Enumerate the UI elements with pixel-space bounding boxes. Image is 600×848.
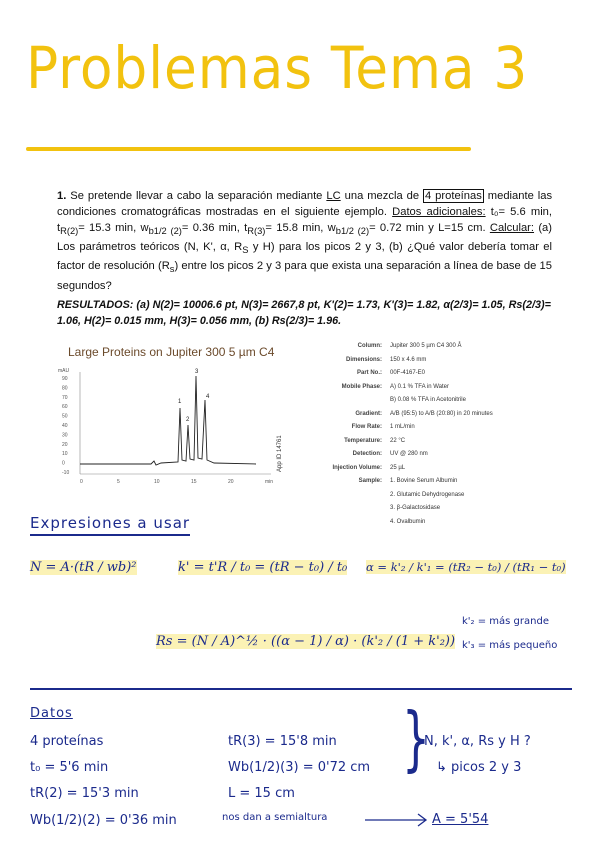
condition-value: 1 mL/min: [390, 424, 415, 430]
problem-text: una mezcla de: [344, 190, 420, 202]
y-tick-label: 80: [62, 385, 68, 392]
problem-text: = 15.8 min, w: [265, 222, 336, 234]
condition-value: 150 x 4.6 mm: [390, 356, 427, 363]
note-k2: k'₂ = más grande: [462, 616, 549, 627]
condition-row: [300, 394, 500, 408]
x-tick-label: 15: [191, 479, 197, 485]
calcular-label: Calcular:: [489, 222, 535, 234]
condition-value: A) 0.1 % TFA in Water: [390, 383, 450, 390]
condition-row: [300, 354, 500, 368]
y-tick-label: 60: [62, 404, 68, 411]
datos-heading: Datos: [30, 706, 73, 721]
title-underline: [26, 147, 471, 151]
brace: }: [402, 698, 430, 780]
condition-value: 1. Bovine Serum Albumin: [390, 478, 458, 484]
subscript: S: [242, 245, 249, 256]
datos-label: Datos adicionales:: [392, 206, 486, 218]
y-tick-label: 30: [62, 432, 68, 439]
y-tick-label: 40: [62, 423, 68, 429]
condition-row: [300, 381, 500, 395]
subscript: s: [169, 264, 175, 275]
condition-value: 4. Ovalbumin: [390, 518, 426, 525]
semialtura-note: nos dan a semialtura: [222, 812, 328, 823]
formula-k: k' = t'R / t₀ = (tR − t₀) / t₀: [178, 560, 348, 575]
y-axis-label: mAU: [58, 368, 70, 374]
x-tick-label: 0: [80, 479, 83, 485]
dato-wb3: Wb(1/2)(3) = 0'72 cm: [228, 760, 371, 775]
peak-label-4: 4: [206, 394, 210, 400]
dato-tr2: tR(2) = 15'3 min: [30, 786, 139, 801]
condition-row: [300, 475, 500, 489]
peak-label-3: 3: [195, 369, 199, 375]
condition-row: [300, 516, 500, 530]
proteins-term: 4 proteínas: [425, 190, 482, 202]
dato-L: L = 15 cm: [228, 786, 295, 801]
x-tick-label: min: [265, 479, 274, 485]
dato-t0: t₀ = 5'6 min: [30, 760, 109, 775]
problem-text: = 0.36 min, t: [181, 222, 248, 234]
condition-key: Injection Volume:: [332, 464, 382, 471]
x-tick-label: 20: [228, 479, 234, 485]
lc-term: LC: [326, 190, 341, 202]
condition-row: [300, 489, 500, 503]
dato-wb2: Wb(1/2)(2) = 0'36 min: [30, 813, 177, 828]
condition-key: Dimensions:: [345, 356, 382, 363]
y-tick-label: -10: [62, 470, 70, 476]
x-tick-label: 10: [154, 479, 160, 485]
condition-row: [300, 408, 500, 422]
condition-value: 2. Glutamic Dehydrogenase: [390, 491, 465, 498]
condition-key: Mobile Phase:: [341, 383, 382, 390]
condition-value: 25 µL: [390, 464, 406, 471]
condition-key: [300, 502, 390, 516]
expresiones-heading: Expresiones a usar: [30, 514, 191, 532]
problem-text: = 15.3 min, w: [78, 222, 149, 234]
problem-text: ) entre los picos 2 y 3 para que exista una separación a línea de base de 15 segundos?: [57, 260, 552, 292]
chromatogram: [56, 362, 286, 492]
x-tick-label: 5: [117, 479, 120, 485]
condition-key: [300, 394, 390, 408]
y-tick-label: 0: [62, 460, 65, 467]
condition-key: Temperature:: [344, 437, 382, 444]
chart-title: Large Proteins on Jupiter 300 5 µm C4: [68, 345, 275, 359]
y-tick-label: 90: [62, 376, 68, 382]
subscript: b1/2 (2): [335, 226, 370, 237]
problem-text: t₀= 5.6 min, t: [57, 206, 553, 234]
problem-text: mediante las condiciones cromatográficas mostradas en el siguiente ejemplo.: [57, 190, 553, 218]
condition-row: [300, 448, 500, 462]
condition-value: 00F-4167-E0: [390, 370, 426, 376]
condition-key: Column:: [357, 343, 382, 349]
incognitas: N, k', α, Rs y H ?: [424, 734, 531, 749]
subscript: b1/2 (2): [148, 226, 182, 237]
condition-value: UV @ 280 nm: [390, 451, 428, 457]
app-id: App ID 14761: [277, 435, 283, 472]
condition-key: Part No.:: [356, 370, 382, 376]
y-tick-label: 10: [62, 451, 68, 458]
subscript: R(3): [247, 226, 266, 237]
formula-alpha: α = k'₂ / k'₁ = (tR₂ − t₀) / (tR₁ − t₀): [366, 560, 566, 574]
peak-label-1: 1: [178, 399, 182, 405]
value-A: A = 5'54: [432, 812, 489, 827]
formula-rs: Rs = (N / A)^½ · ((α − 1) / α) · (k'₂ / (1 + k'₂)): [156, 634, 456, 649]
condition-row: [300, 367, 500, 381]
condition-key: Detection:: [352, 451, 382, 457]
results-text: RESULTADOS: (a) N(2)= 10006.6 pt, N(3)= 2667,8 pt, K'(2)= 1.73, K'(3)= 1.82, α(2/3)= 1.05, Rs(2/3)= 1.06, H(2)= 0.015 mm, H(3)= 0.056 mm, (b) Rs(2/3)= 1.96.: [57, 299, 551, 327]
page-title: Problemas Tema 3: [26, 34, 529, 102]
y-tick-label: 70: [62, 394, 68, 401]
condition-row: [300, 421, 500, 435]
condition-value: 22 °C: [390, 437, 406, 444]
condition-row: [300, 435, 500, 449]
section-divider: [30, 688, 572, 690]
dato-proteinas: 4 proteínas: [30, 734, 104, 749]
conditions-table: [300, 340, 500, 529]
condition-row: [300, 502, 500, 516]
condition-row: [300, 462, 500, 476]
condition-key: Gradient:: [355, 410, 382, 417]
condition-key: [300, 516, 390, 530]
condition-value: 3. β-Galactosidase: [390, 505, 441, 511]
problem-text: Se pretende llevar a cabo la separación mediante: [70, 190, 323, 202]
arrow-to-A: [360, 800, 440, 830]
y-tick-label: 20: [62, 441, 68, 448]
condition-value: Jupiter 300 5 µm C4 300 Å: [390, 343, 462, 349]
chromatogram-trace: [80, 376, 256, 465]
dato-tr3: tR(3) = 15'8 min: [228, 734, 337, 749]
y-tick-label: 50: [62, 413, 68, 420]
condition-key: Sample:: [358, 478, 382, 484]
subscript: R(2): [60, 226, 79, 237]
problem-text: = 0.72 min y L=15 cm.: [369, 222, 486, 234]
problem-text: (a) Los parámetros teóricos (N, K', α, R: [57, 222, 552, 254]
condition-key: Flow Rate:: [351, 424, 382, 430]
condition-key: [300, 489, 390, 503]
condition-row: [300, 340, 500, 354]
condition-value: A/B (95:5) to A/B (20:80) in 20 minutes: [390, 410, 493, 417]
problem-text: y H) para los picos 2 y 3, (b) ¿Qué valor debería tomar el factor de resolución (R: [57, 241, 552, 273]
problem-statement: [57, 188, 552, 294]
peak-label-2: 2: [186, 417, 190, 423]
problem-number: 1.: [57, 190, 67, 202]
note-k3: k'₃ = más pequeño: [462, 640, 558, 651]
expresiones-underline: [30, 534, 190, 536]
picos: ↳ picos 2 y 3: [436, 760, 522, 775]
formula-N: N = A·(tR / wb)²: [30, 560, 137, 575]
condition-value: B) 0.08 % TFA in Acetonitrile: [390, 397, 466, 403]
